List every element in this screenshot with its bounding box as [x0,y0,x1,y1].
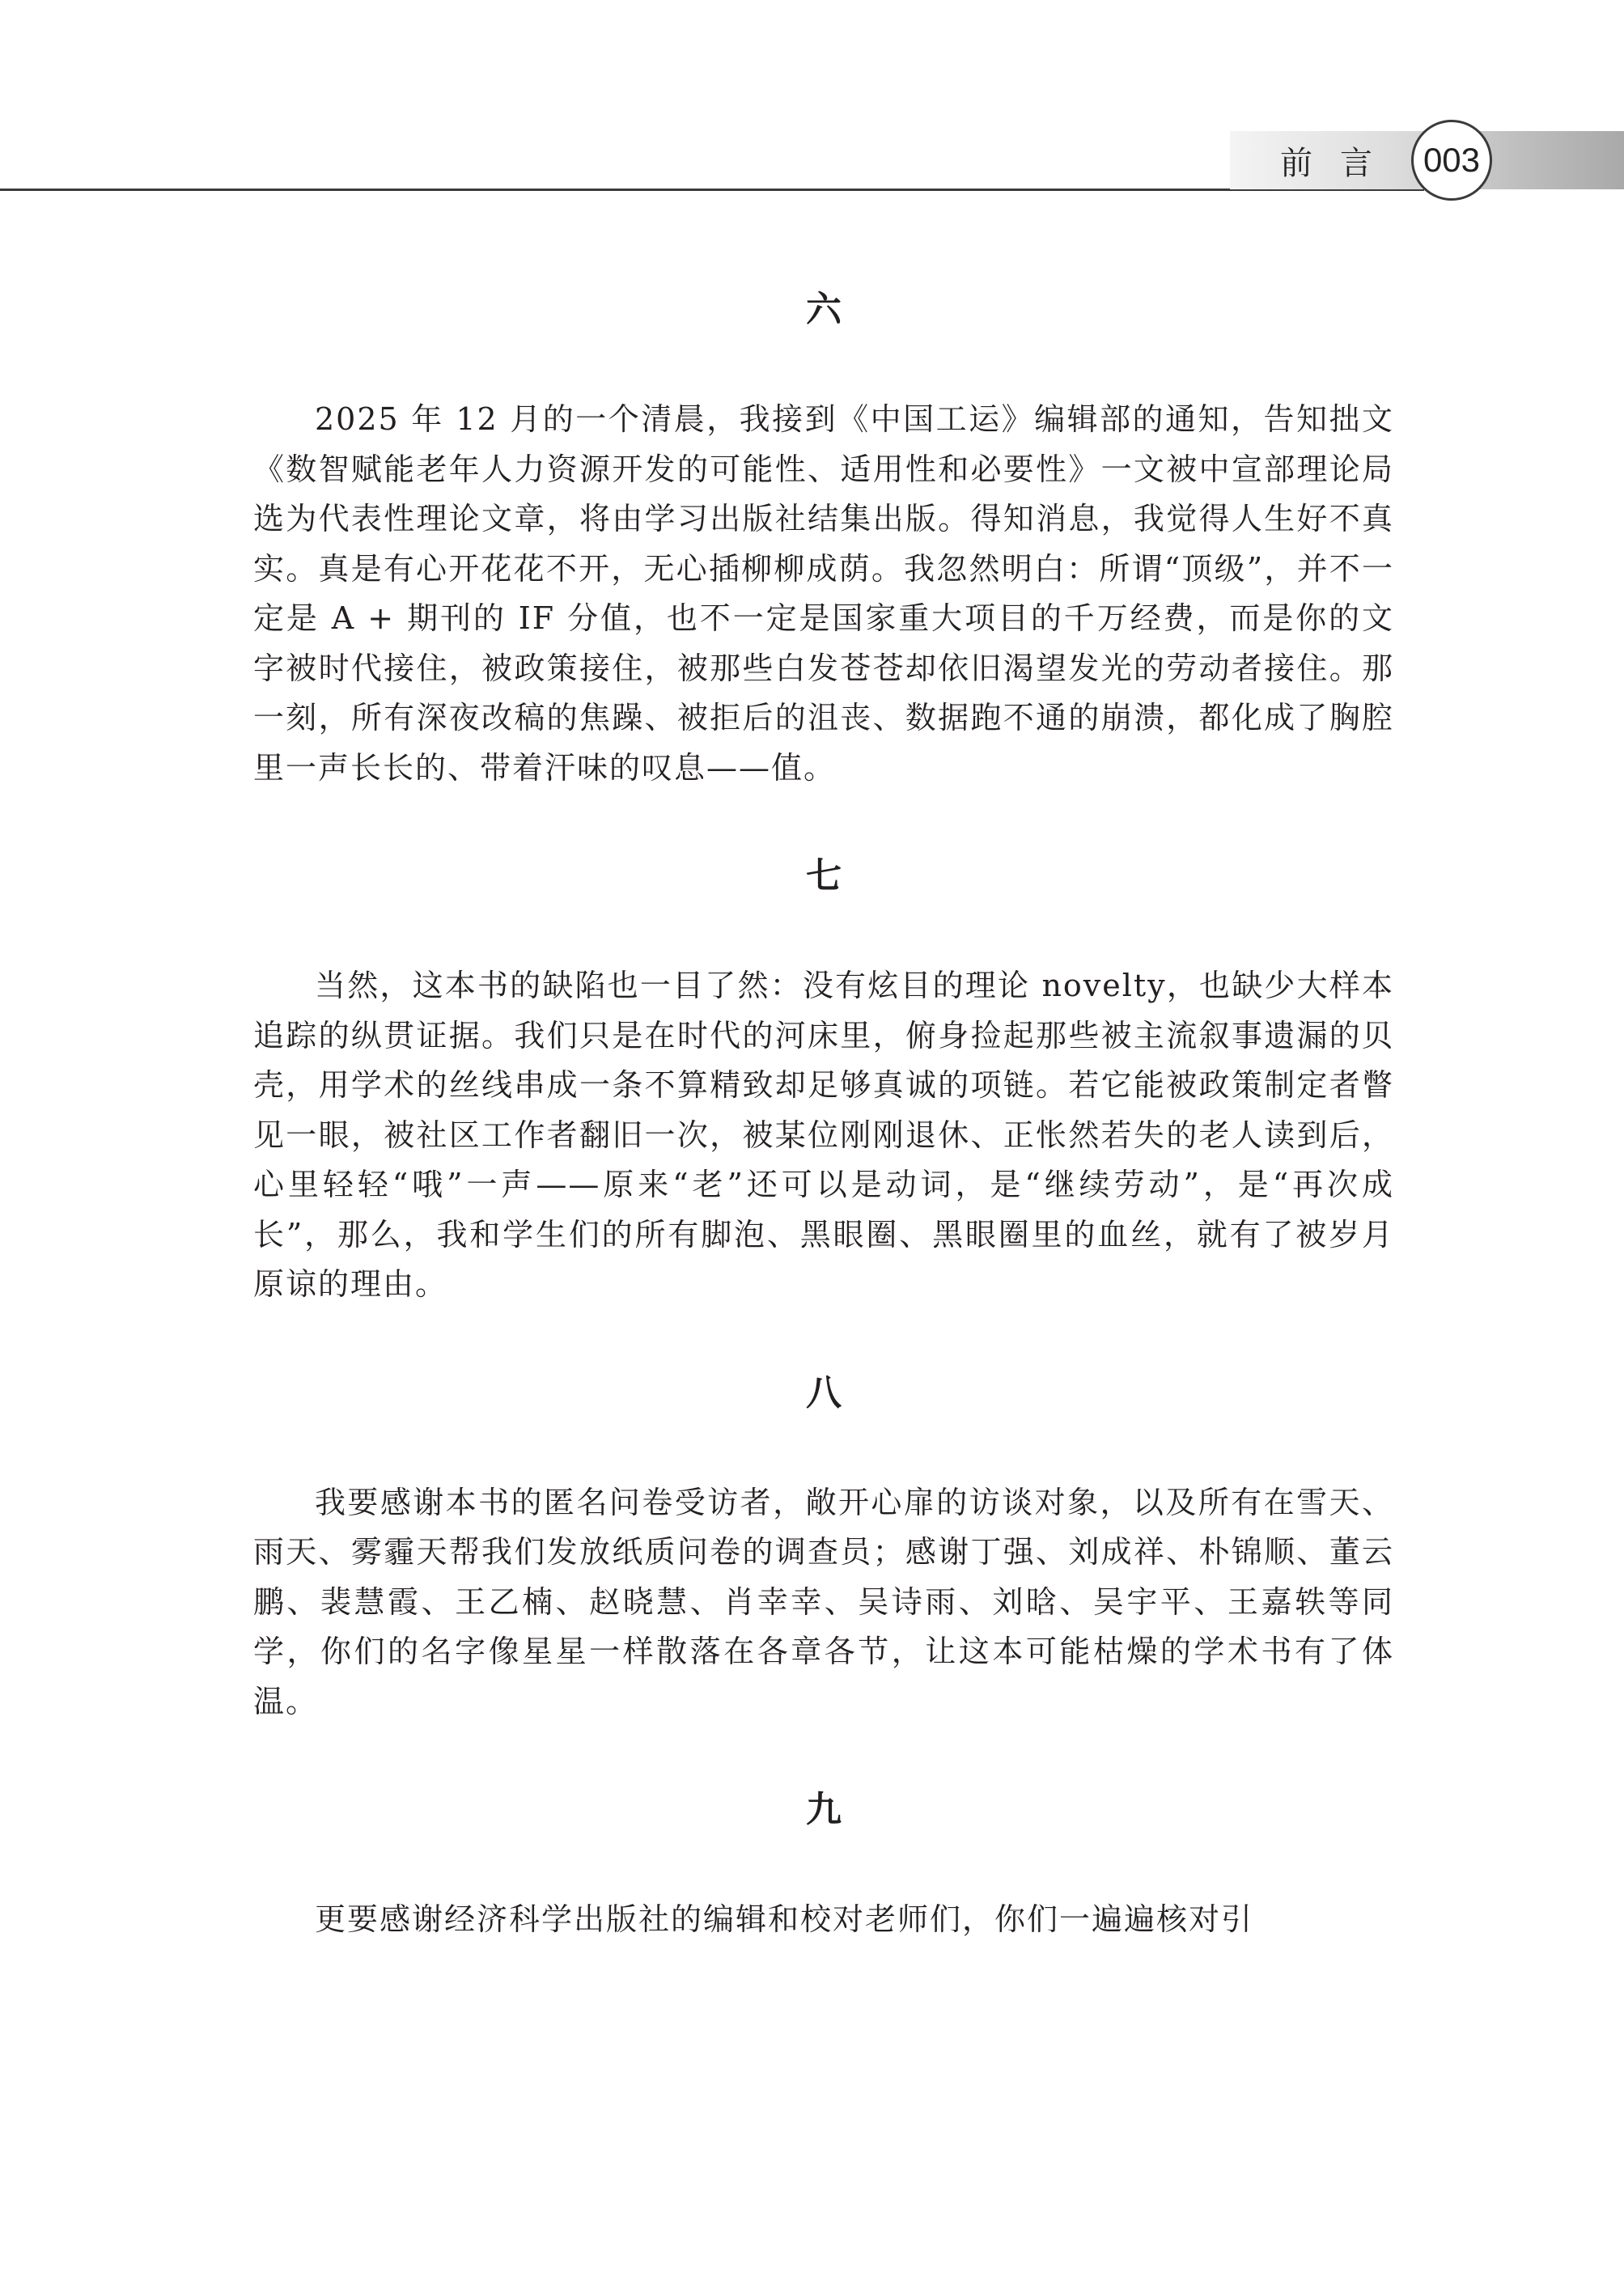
section-6-paragraph: 2025 年 12 月的一个清晨，我接到《中国工运》编辑部的通知，告知拙文《数智赋能老年人力资源开发的可能性、适用性和必要性》一文被中宣部理论局选为代表性理论文章，将由学习出版社结集出版。得知消息，我觉得人生好不真实。真是有心开花花不开，无心插柳柳成荫。我忽然明白：所谓“顶级”，并不一定是 A + 期刊的 IF 分值，也不一定是国家重大项目的千万经费，而是你的文字被时代接住，被政策接住，被那些白发苍苍却依旧渴望发光的劳动者接住。那一刻，所有深夜改稿的焦躁、被拒后的沮丧、数据跑不通的崩溃，都化成了胸腔里一声长长的、带着汗味的叹息——值。 [253,401,1394,786]
section-heading-6: 六 [806,289,842,330]
section-7-paragraph: 当然，这本书的缺陷也一目了然：没有炫目的理论 novelty，也缺少大样本追踪的纵贯证据。我们只是在时代的河床里，俯身捡起那些被主流叙事遗漏的贝壳，用学术的丝线串成一条不算精致却足够真诚的项链。若它能被政策制定者瞥见一眼，被社区工作者翻旧一次，被某位刚刚退休、正怅然若失的老人读到后，心里轻轻“哦”一声——原来“老”还可以是动词，是“继续劳动”，是“再次成长”，那么，我和学生们的所有脚泡、黑眼圈、黑眼圈里的血丝，就有了被岁月原谅的理由。 [253,968,1394,1302]
section-8-paragraph: 我要感谢本书的匿名问卷受访者，敞开心扉的访谈对象，以及所有在雪天、雨天、雾霾天帮我们发放纸质问卷的调查员；感谢丁强、刘成祥、朴锦顺、董云鹏、裴慧霞、王乙楠、赵晓慧、肖幸幸、吴诗雨、刘晗、吴宇平、王嘉轶等同学，你们的名字像星星一样散落在各章各节，让这本可能枯燥的学术书有了体温。 [253,1484,1394,1719]
section-heading-8: 八 [806,1371,842,1414]
page-body [253,282,1394,1945]
section-9-paragraph: 更要感谢经济科学出版社的编辑和校对老师们，你们一遍遍核对引 [315,1901,1254,1937]
page-number: 003 [1411,120,1492,201]
running-header-title: 前言 [1280,145,1400,182]
section-heading-9: 九 [806,1789,842,1830]
header-rule [0,189,1424,191]
section-heading-7: 七 [806,855,842,896]
